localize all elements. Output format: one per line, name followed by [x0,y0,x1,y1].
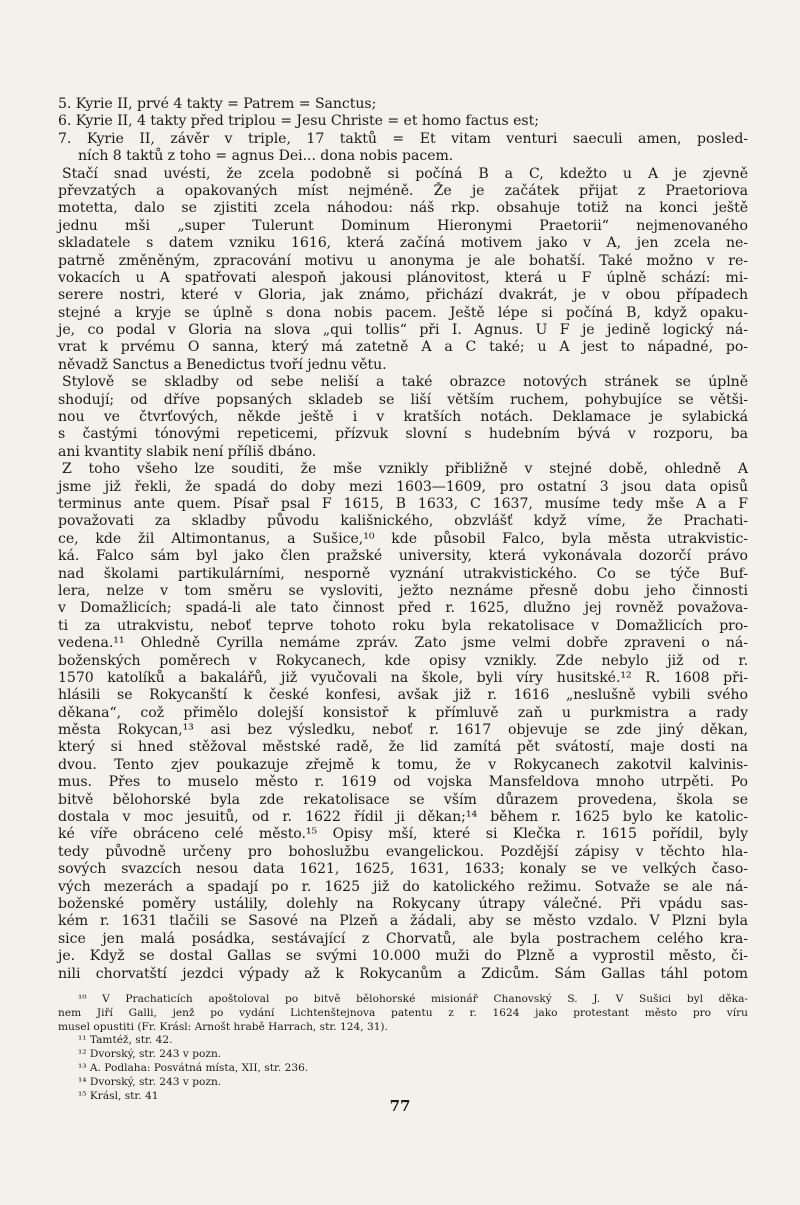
text-line: shodují; od dříve popsaných skladeb se liší větším ruchem, pohybujíce se větši- [58,391,748,408]
text-line: Stylově se skladby od sebe neliší a také obrazce notových stránek se úplně [62,374,748,391]
text-line: motetta, dalo se zjistiti zcela náhodou: náš rkp. obsahuje totiž na konci ještě [58,200,748,217]
text-line: kém r. 1631 tlačili se Sasové na Plzeň a žádali, aby se město vzdalo. V Plzni byla [58,913,748,930]
text-line: jednu mši „super Tulerunt Dominum Hieronymi Praetorii“ nejmenovaného [58,217,748,234]
text-line: ani kvantity slabik není příliš dbáno. [58,443,317,460]
text-line: ti za utrakvistu, neboť teprve tohoto roku byla rekatolisace v Domažlicích pro- [58,617,748,634]
text-line: dvou. Tento zjev poukazuje zřejmě k tomu, že v Rokycanech zakotvil kalvinis- [58,756,748,773]
text-line: bitvě bělohorské byla zde rekatolisace se vším důrazem provedena, škola se [58,791,748,808]
text-line: je. Když se dostal Gallas se svými 10.000 muži do Plzně a vyprostil město, či- [58,948,748,965]
text-line: lera, nelze v tom směru se vysloviti, ježto neznáme přesně dobu jeho činnosti [58,582,748,599]
text-line: ních 8 taktů z toho = agnus Dei... dona nobis pacem. [78,148,454,165]
text-line: vých mezerách a spadají po r. 1625 již do katolického režimu. Sotvaže se ale ná- [58,878,748,895]
footnote-line: ¹⁵ Krásl, str. 41 [78,1089,159,1102]
text-line: ké víře obráceno celé město.¹⁵ Opisy mší, které si Klečka r. 1615 pořídil, byly [58,826,748,843]
text-line: převzatých a opakovaných míst nejméně. Že je začátek přijat z Praetoriova [58,182,748,199]
text-line: mus. Přes to muselo město r. 1619 od vojska Mansfeldova mnoho utrpěti. Po [58,774,748,791]
text-line: s častými tónovými repeticemi, přízvuk slovní s hudebním bývá v rozporu, ba [58,426,748,443]
page [58,96,748,1103]
footnote-line: ¹² Dvorský, str. 243 v pozn. [78,1048,222,1061]
text-line: hlásili se Rokycanští k české konfesi, avšak již r. 1616 „neslušně vybili svého [58,687,748,704]
text-line: patrně změněným, zpracování motivu u anonyma je ale bohatší. Také možno v re- [58,252,748,269]
text-line: skladatele s datem vzniku 1616, která začíná motivem jako v A, jen zcela ne- [58,235,748,252]
text-line: vedena.¹¹ Ohledně Cyrilla nemáme zpráv. Zato jsme velmi dobře zpraveni o ná- [58,635,748,652]
text-line: něvadž Sanctus a Benedictus tvoří jednu větu. [58,356,387,373]
footnote-line: nem Jiří Galli, jenž po vydání Lichtenštejnova patentu z r. 1624 jako protestant město pro víru [58,1006,748,1019]
text-line: ce, kde žil Altimontanus, a Sušice,¹⁰ kde působil Falco, byla města utrakvistic- [58,530,748,547]
text-line: města Rokycan,¹³ asi bez výsledku, neboť r. 1617 objevuje se zde jiný děkan, [58,722,748,739]
text-line: v Domažlicích; spadá-li ale tato činnost před r. 1625, dlužno jej rovněž považova- [58,600,748,617]
text-line: terminus ante quem. Písař psal F 1615, B 1633, C 1637, musíme tedy mše A a F [58,495,748,512]
text-line: Z toho všeho lze souditi, že mše vznikly přibližně v stejné době, ohledně A [62,461,748,478]
body-text [58,96,748,983]
text-line: Stačí snad uvésti, že zcela podobně si počíná B a C, kdežto u A je zjevně [62,165,748,182]
text-line: jsme již řekli, že spadá do doby mezi 1603—1609, pro ostatní 3 jsou data opisů [58,478,748,495]
text-line: 7. Kyrie II, závěr v triple, 17 taktů = Et vitam venturi saeculi amen, posled- [58,130,748,147]
text-line: 1570 katolíků a bakalářů, již vyučovali na škole, byli víry husitské.¹² R. 1608 při- [58,669,748,686]
text-line: boženské poměry ustálily, dolehly na Rokycany útrapy válečné. Při vpádu sas- [58,895,748,912]
text-line: dostala v moc jesuitů, od r. 1622 řídil ji děkan;¹⁴ během r. 1625 bylo ke katolic- [58,809,748,826]
text-line: boženských poměrech v Rokycanech, kde opisy vznikly. Zde nebylo již od r. [58,652,748,669]
text-line: nad školami partikulárními, nesporně vyznání utrakvistického. Co se týče Buf- [58,565,748,582]
text-line: který si hned stěžoval městské radě, že lid zamítá pět svátostí, maje dosti na [58,739,748,756]
text-line: tedy původně určeny pro bohoslužbu evangelickou. Pozdější zápisy v těchto hla- [58,843,748,860]
text-line: vokacích u A spatřovati alespoň jakousi plánovitost, která u F úplně schází: mi- [58,269,748,286]
text-line: považovati za skladby původu kališnického, obzvlášť když víme, že Prachati- [58,513,748,530]
footnote-line: ¹⁴ Dvorský, str. 243 v pozn. [78,1075,222,1088]
text-line: 5. Kyrie II, prvé 4 takty = Patrem = Sanctus; [58,96,377,112]
text-line: vrat k prvému O sanna, který má zatetně A a C také; u A jest to nápadné, po- [58,339,748,356]
page-number: 77 [389,1097,411,1115]
text-line: sice jen malá posádka, sestávající z Chorvatů, ale byla postrachem celého kra- [58,930,748,947]
text-line: je, co podal v Gloria na slova „qui tollis“ při I. Agnus. U F je jedině logický ná- [58,322,748,339]
text-line: sových svazcích nesou data 1621, 1625, 1631, 1633; konaly se ve velkých časo- [58,861,748,878]
footnotes [58,993,748,1103]
footnote-line: musel opustiti (Fr. Krásl: Arnošt hrabě Harrach, str. 124, 31). [58,1020,388,1033]
text-line: 6. Kyrie II, 4 takty před triplou = Jesu Christe = et homo factus est; [58,113,539,130]
text-line: děkana“, což přimělo dolejší konsistoř k přímluvě zaň u purkmistra a rady [58,704,748,721]
text-line: stejné a kryje se úplně s dona nobis pacem. Ještě lépe si počíná B, když opaku- [58,304,748,321]
footnote-line: ¹¹ Tamtéž, str. 42. [78,1034,173,1047]
footnote-line: ¹⁰ V Prachaticích apoštoloval po bitvě bělohorské misionář Chanovský S. J. V Sušici byl děka- [78,992,748,1005]
text-line: ká. Falco sám byl jako člen pražské university, která vykonávala dozorčí právo [58,548,748,565]
text-line: nou ve čtvrťových, někde ještě i v kratších notách. Deklamace je sylabická [58,409,748,426]
footnote-line: ¹³ A. Podlaha: Posvátná místa, XII, str. 236. [78,1061,309,1074]
text-line: serere nostri, které v Gloria, jak známo, přichází dvakrát, je v obou případech [58,287,748,304]
text-line: nili chorvatští jezdci výpady až k Rokycanům a Zdicům. Sám Gallas táhl potom [58,965,748,982]
